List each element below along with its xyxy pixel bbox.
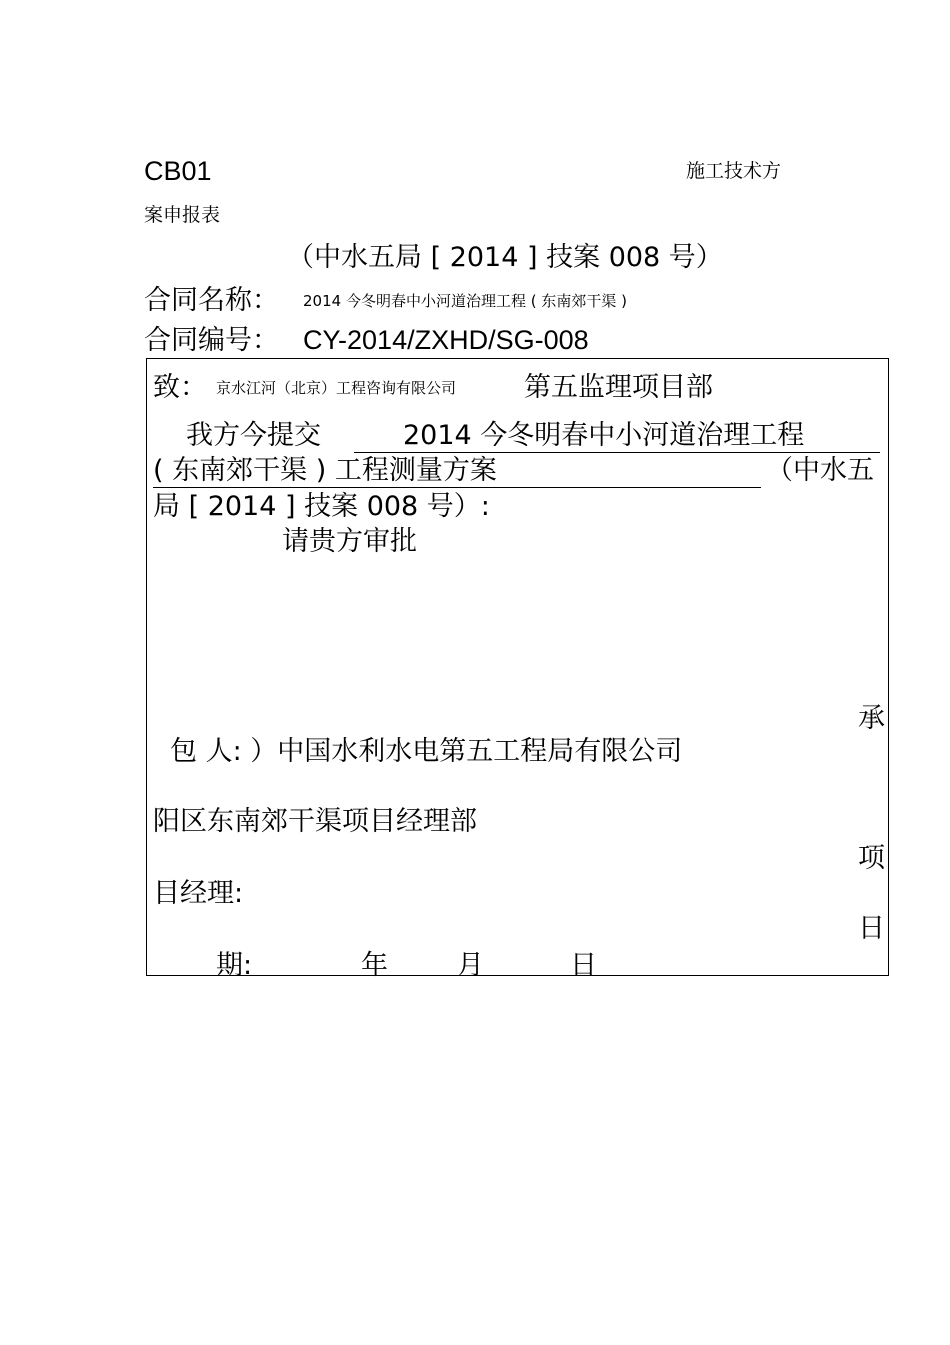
submit-paren: （中水五 — [766, 455, 874, 486]
submit-project-underline — [354, 452, 880, 453]
date-char: 日 — [858, 913, 885, 944]
date-month: 月 — [457, 950, 484, 981]
contract-no-label: 合同编号： — [144, 325, 279, 356]
contract-no-value: CY-2014/ZXHD/SG-008 — [303, 325, 589, 355]
to-label: 致： — [153, 372, 207, 403]
date-year: 年 — [361, 950, 388, 981]
submit-prefix: 我方今提交 — [186, 420, 321, 451]
submit-line3: 局 [ 2014 ] 技案 008 号）: — [153, 491, 490, 522]
form-title-part2: 案申报表 — [144, 204, 221, 226]
request-text: 请贵方审批 — [282, 526, 417, 557]
contractor-char: 承 — [858, 703, 885, 734]
form-title-part1: 施工技术方 — [686, 160, 782, 182]
submit-section-underline — [153, 487, 761, 488]
submit-section: ( 东南郊干渠 ) 工程测量方案 — [153, 455, 497, 486]
submit-project: 2014 今冬明春中小河道治理工程 — [403, 420, 805, 451]
to-company: 京水江河（北京）工程咨询有限公司 — [216, 379, 457, 397]
manager-label: 目经理: — [153, 878, 244, 909]
contract-name-value: 2014 今冬明春中小河道治理工程 ( 东南郊干渠 ) — [303, 292, 627, 310]
doc-number: （中水五局 [ 2014 ] 技案 008 号） — [287, 242, 723, 273]
manager-char: 项 — [858, 843, 885, 874]
to-dept: 第五监理项目部 — [524, 372, 713, 403]
date-day: 日 — [570, 950, 597, 981]
contract-name-label: 合同名称： — [144, 285, 279, 316]
contractor-label: 包 人: ）中国水利水电第五工程局有限公司 — [170, 736, 683, 767]
contractor-dept: 阳区东南郊干渠项目经理部 — [153, 806, 477, 837]
form-code: CB01 — [144, 156, 212, 186]
date-label: 期: — [216, 950, 253, 981]
